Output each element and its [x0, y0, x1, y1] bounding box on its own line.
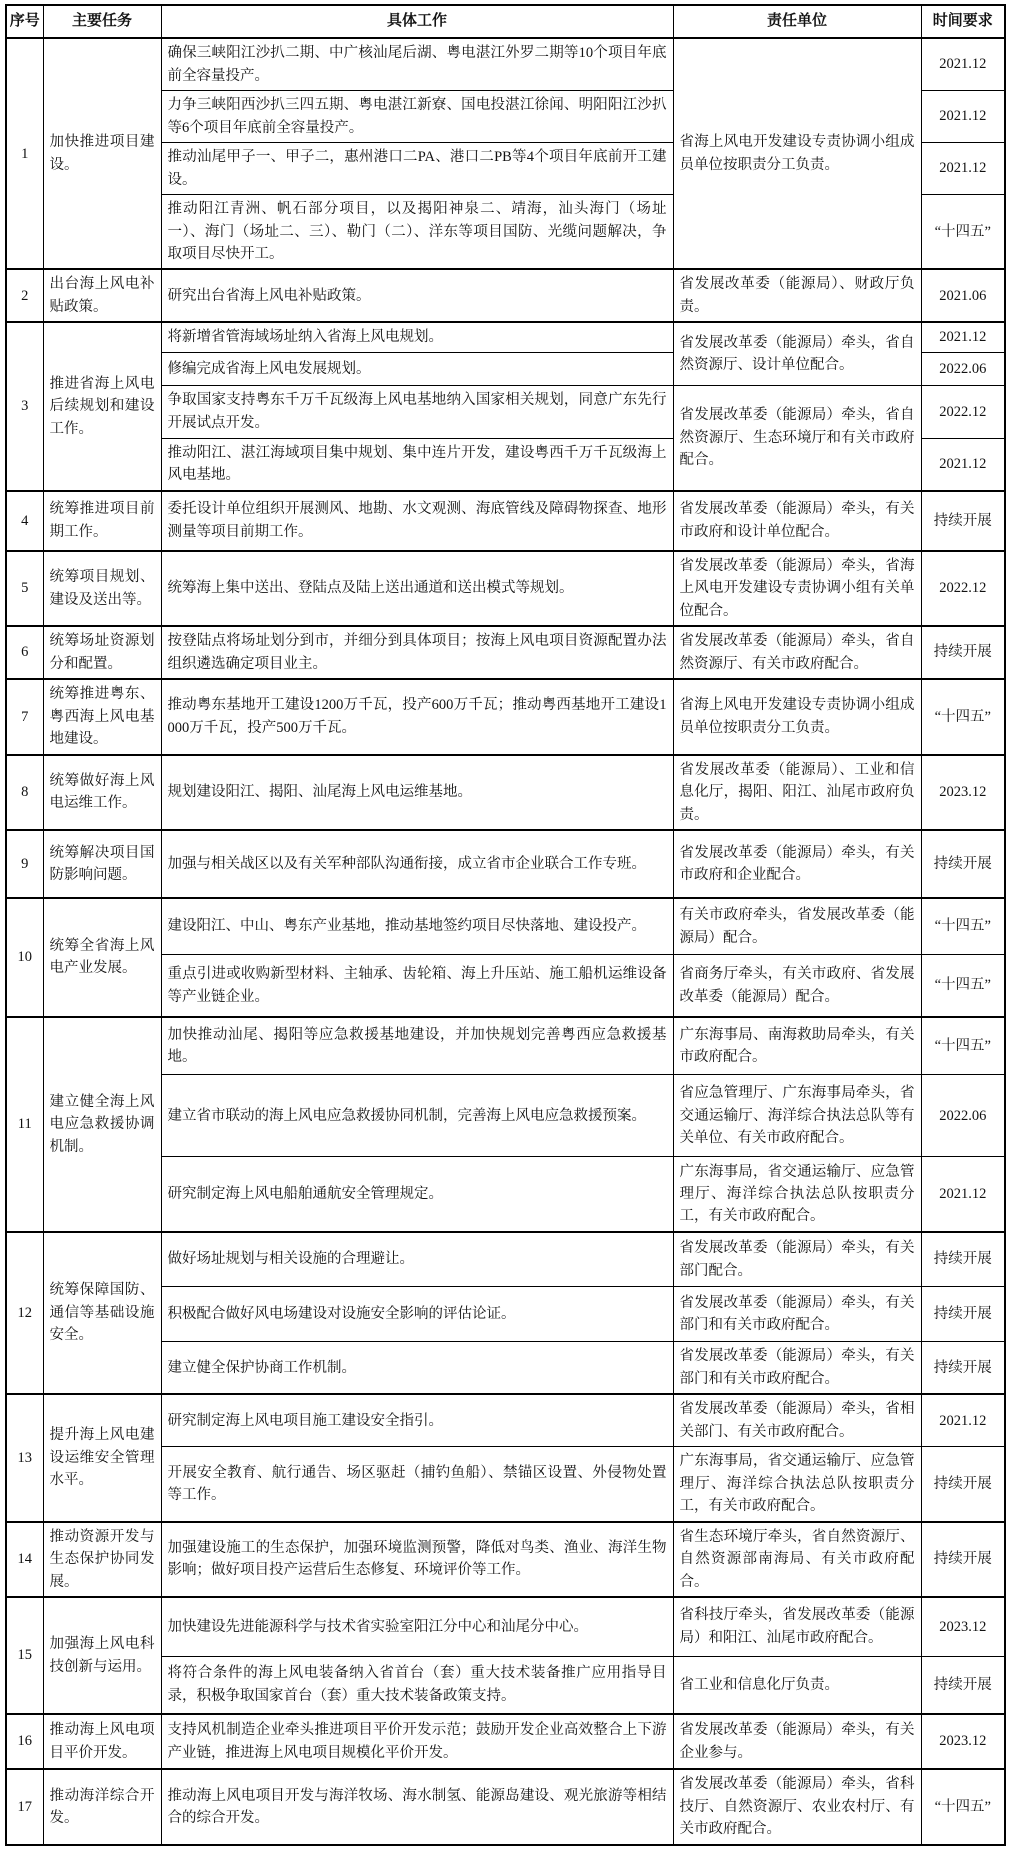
time-cell: 持续开展: [921, 1447, 1005, 1522]
work-cell: 建立健全保护协商工作机制。: [161, 1342, 673, 1394]
work-cell: 加强建设施工的生态保护，加强环境监测预警，降低对鸟类、渔业、海洋生物影响；做好项目投产运营后生态修复、环境评价等工作。: [161, 1522, 673, 1597]
time-cell: “十四五”: [921, 195, 1005, 270]
seq-cell: 6: [6, 626, 43, 679]
col-header-no: 序号: [6, 5, 43, 38]
table-row: [6, 1769, 1005, 1845]
seq-cell: 15: [6, 1597, 43, 1714]
seq-cell: 10: [6, 898, 43, 1017]
time-cell: 2021.06: [921, 269, 1005, 322]
task-cell: 统筹场址资源划分和配置。: [43, 626, 161, 679]
time-cell: 2021.12: [921, 1157, 1005, 1232]
table-row: [6, 1232, 1005, 1287]
work-cell: 将符合条件的海上风电装备纳入省首台（套）重大技术装备推广应用指导目录，积极争取国家首台（套）重大技术装备政策支持。: [161, 1656, 673, 1714]
time-cell: 持续开展: [921, 1287, 1005, 1342]
task-cell: 出台海上风电补贴政策。: [43, 269, 161, 322]
task-cell: 推动资源开发与生态保护协同发展。: [43, 1522, 161, 1597]
time-cell: 2021.12: [921, 91, 1005, 143]
work-cell: 研究出台省海上风电补贴政策。: [161, 269, 673, 322]
time-cell: 2022.12: [921, 551, 1005, 626]
work-cell: 推动海上风电项目开发与海洋牧场、海水制氢、能源岛建设、观光旅游等相结合的综合开发。: [161, 1769, 673, 1845]
time-cell: 持续开展: [921, 830, 1005, 898]
resp-cell: 广东海事局、南海救助局牵头，有关市政府配合。: [673, 1017, 921, 1075]
time-cell: 2022.06: [921, 352, 1005, 385]
work-cell: 推动汕尾甲子一、甲子二，惠州港口二PA、港口二PB等4个项目年底前开工建设。: [161, 143, 673, 195]
col-header-work: 具体工作: [161, 5, 673, 38]
resp-cell: 省发展改革委（能源局）牵头，有关部门和有关市政府配合。: [673, 1342, 921, 1394]
time-cell: 持续开展: [921, 1232, 1005, 1287]
time-cell: 2021.12: [921, 438, 1005, 490]
work-cell: 加快建设先进能源科学与技术省实验室阳江分中心和汕尾分中心。: [161, 1597, 673, 1656]
table-row: [6, 1597, 1005, 1656]
resp-cell: 省发展改革委（能源局）牵头，有关市政府和设计单位配合。: [673, 491, 921, 551]
resp-cell: 省海上风电开发建设专责协调小组成员单位按职责分工负责。: [673, 38, 921, 269]
time-cell: 2022.12: [921, 385, 1005, 438]
seq-cell: 12: [6, 1232, 43, 1394]
time-cell: 持续开展: [921, 626, 1005, 679]
seq-cell: 17: [6, 1769, 43, 1845]
task-cell: 统筹全省海上风电产业发展。: [43, 898, 161, 1017]
task-cell: 推进省海上风电后续规划和建设工作。: [43, 322, 161, 490]
task-cell: 统筹做好海上风电运维工作。: [43, 755, 161, 830]
work-cell: 加强与相关战区以及有关军种部队沟通衔接，成立省市企业联合工作专班。: [161, 830, 673, 898]
work-cell: 推动阳江青洲、帆石部分项目，以及揭阳神泉二、靖海，汕头海门（场址一）、海门（场址二、三）、勒门（二）、洋东等项目国防、光缆问题解决，争取项目尽快开工。: [161, 195, 673, 270]
work-cell: 积极配合做好风电场建设对设施安全影响的评估论证。: [161, 1287, 673, 1342]
time-cell: 2023.12: [921, 1597, 1005, 1656]
table-row: [6, 1714, 1005, 1769]
work-cell: 研究制定海上风电项目施工建设安全指引。: [161, 1394, 673, 1446]
resp-cell: 省发展改革委（能源局）牵头，省自然资源厅、生态环境厅和有关市政府配合。: [673, 385, 921, 490]
seq-cell: 16: [6, 1714, 43, 1769]
work-cell: 按登陆点将场址划分到市，并细分到具体项目；按海上风电项目资源配置办法组织遴选确定项目业主。: [161, 626, 673, 679]
work-cell: 修编完成省海上风电发展规划。: [161, 352, 673, 385]
time-cell: 持续开展: [921, 1342, 1005, 1394]
task-cell: 统筹保障国防、通信等基础设施安全。: [43, 1232, 161, 1394]
work-cell: 将新增省管海域场址纳入省海上风电规划。: [161, 322, 673, 352]
work-cell: 开展安全教育、航行通告、场区驱赶（捕钓鱼船）、禁锚区设置、外侵物处置等工作。: [161, 1447, 673, 1522]
time-cell: 2021.12: [921, 1394, 1005, 1446]
work-cell: 建立省市联动的海上风电应急救援协同机制，完善海上风电应急救援预案。: [161, 1075, 673, 1157]
header-row: [6, 5, 1005, 38]
table-row: [6, 1394, 1005, 1446]
time-cell: “十四五”: [921, 1017, 1005, 1075]
seq-cell: 2: [6, 269, 43, 322]
resp-cell: 省发展改革委（能源局）牵头，省海上风电开发建设专责协调小组有关单位配合。: [673, 551, 921, 626]
table-row: [6, 830, 1005, 898]
table-row: [6, 898, 1005, 955]
task-cell: 统筹推进项目前期工作。: [43, 491, 161, 551]
seq-cell: 14: [6, 1522, 43, 1597]
work-cell: 争取国家支持粤东千万千瓦级海上风电基地纳入国家相关规划，同意广东先行开展试点开发。: [161, 385, 673, 438]
resp-cell: 广东海事局，省交通运输厅、应急管理厅、海洋综合执法总队按职责分工，有关市政府配合。: [673, 1447, 921, 1522]
resp-cell: 省发展改革委（能源局）牵头，有关部门配合。: [673, 1232, 921, 1287]
col-header-resp: 责任单位: [673, 5, 921, 38]
resp-cell: 省发展改革委（能源局）牵头，省自然资源厅、设计单位配合。: [673, 322, 921, 385]
task-assignment-table: [5, 4, 1006, 1846]
resp-cell: 省发展改革委（能源局）牵头，省自然资源厅、有关市政府配合。: [673, 626, 921, 679]
resp-cell: 省发展改革委（能源局）牵头，省相关部门、有关市政府配合。: [673, 1394, 921, 1446]
resp-cell: 省商务厅牵头，有关市政府、省发展改革委（能源局）配合。: [673, 955, 921, 1017]
work-cell: 规划建设阳江、揭阳、汕尾海上风电运维基地。: [161, 755, 673, 830]
task-cell: 加快推进项目建设。: [43, 38, 161, 269]
time-cell: 2022.06: [921, 1075, 1005, 1157]
resp-cell: 省发展改革委（能源局）、工业和信息化厅，揭阳、阳江、汕尾市政府负责。: [673, 755, 921, 830]
task-cell: 统筹推进粤东、粤西海上风电基地建设。: [43, 679, 161, 754]
table-row: [6, 269, 1005, 322]
work-cell: 支持风机制造企业牵头推进项目平价开发示范；鼓励开发企业高效整合上下游产业链，推进海上风电项目规模化平价开发。: [161, 1714, 673, 1769]
work-cell: 建设阳江、中山、粤东产业基地，推动基地签约项目尽快落地、建设投产。: [161, 898, 673, 955]
seq-cell: 9: [6, 830, 43, 898]
col-header-time: 时间要求: [921, 5, 1005, 38]
resp-cell: 省生态环境厅牵头，省自然资源厅、自然资源部南海局、有关市政府配合。: [673, 1522, 921, 1597]
resp-cell: 省工业和信息化厅负责。: [673, 1656, 921, 1714]
resp-cell: 省海上风电开发建设专责协调小组成员单位按职责分工负责。: [673, 679, 921, 754]
task-cell: 提升海上风电建设运维安全管理水平。: [43, 1394, 161, 1521]
work-cell: 确保三峡阳江沙扒二期、中广核汕尾后湖、粤电湛江外罗二期等10个项目年底前全容量投产。: [161, 38, 673, 90]
table-row: [6, 755, 1005, 830]
work-cell: 委托设计单位组织开展测风、地勘、水文观测、海底管线及障碍物探查、地形测量等项目前期工作。: [161, 491, 673, 551]
resp-cell: 省发展改革委（能源局）牵头，有关企业参与。: [673, 1714, 921, 1769]
seq-cell: 3: [6, 322, 43, 490]
work-cell: 研究制定海上风电船舶通航安全管理规定。: [161, 1157, 673, 1232]
table-row: [6, 626, 1005, 679]
seq-cell: 13: [6, 1394, 43, 1521]
table-row: [6, 1522, 1005, 1597]
resp-cell: 有关市政府牵头，省发展改革委（能源局）配合。: [673, 898, 921, 955]
resp-cell: 省发展改革委（能源局）牵头，省科技厅、自然资源厅、农业农村厅、有关市政府配合。: [673, 1769, 921, 1845]
time-cell: “十四五”: [921, 898, 1005, 955]
table-row: [6, 491, 1005, 551]
seq-cell: 4: [6, 491, 43, 551]
time-cell: “十四五”: [921, 955, 1005, 1017]
resp-cell: 省发展改革委（能源局）牵头，有关部门和有关市政府配合。: [673, 1287, 921, 1342]
time-cell: “十四五”: [921, 1769, 1005, 1845]
task-cell: 建立健全海上风电应急救援协调机制。: [43, 1017, 161, 1232]
resp-cell: 省发展改革委（能源局）牵头，有关市政府和企业配合。: [673, 830, 921, 898]
task-cell: 推动海上风电项目平价开发。: [43, 1714, 161, 1769]
table-row: [6, 551, 1005, 626]
work-cell: 加快推动汕尾、揭阳等应急救援基地建设，并加快规划完善粤西应急救援基地。: [161, 1017, 673, 1075]
work-cell: 力争三峡阳西沙扒三四五期、粤电湛江新寮、国电投湛江徐闻、明阳阳江沙扒等6个项目年底前全容量投产。: [161, 91, 673, 143]
time-cell: 2021.12: [921, 38, 1005, 90]
task-cell: 统筹项目规划、建设及送出等。: [43, 551, 161, 626]
seq-cell: 5: [6, 551, 43, 626]
resp-cell: 省发展改革委（能源局）、财政厅负责。: [673, 269, 921, 322]
resp-cell: 广东海事局，省交通运输厅、应急管理厅、海洋综合执法总队按职责分工，有关市政府配合。: [673, 1157, 921, 1232]
task-cell: 加强海上风电科技创新与运用。: [43, 1597, 161, 1714]
col-header-task: 主要任务: [43, 5, 161, 38]
table-row: [6, 1017, 1005, 1075]
table-row: [6, 322, 1005, 352]
seq-cell: 7: [6, 679, 43, 754]
time-cell: 持续开展: [921, 1656, 1005, 1714]
seq-cell: 11: [6, 1017, 43, 1232]
task-cell: 推动海洋综合开发。: [43, 1769, 161, 1845]
work-cell: 做好场址规划与相关设施的合理避让。: [161, 1232, 673, 1287]
table-row: [6, 38, 1005, 90]
resp-cell: 省应急管理厅、广东海事局牵头，省交通运输厅、海洋综合执法总队等有关单位、有关市政府配合。: [673, 1075, 921, 1157]
task-cell: 统筹解决项目国防影响问题。: [43, 830, 161, 898]
work-cell: 重点引进或收购新型材料、主轴承、齿轮箱、海上升压站、施工船机运维设备等产业链企业。: [161, 955, 673, 1017]
time-cell: 持续开展: [921, 1522, 1005, 1597]
time-cell: 2023.12: [921, 755, 1005, 830]
time-cell: “十四五”: [921, 679, 1005, 754]
time-cell: 2021.12: [921, 322, 1005, 352]
time-cell: 2023.12: [921, 1714, 1005, 1769]
work-cell: 推动阳江、湛江海域项目集中规划、集中连片开发，建设粤西千万千瓦级海上风电基地。: [161, 438, 673, 490]
table-row: [6, 679, 1005, 754]
work-cell: 推动粤东基地开工建设1200万千瓦，投产600万千瓦；推动粤西基地开工建设1000万千瓦，投产500万千瓦。: [161, 679, 673, 754]
seq-cell: 1: [6, 38, 43, 269]
time-cell: 持续开展: [921, 491, 1005, 551]
resp-cell: 省科技厅牵头，省发展改革委（能源局）和阳江、汕尾市政府配合。: [673, 1597, 921, 1656]
seq-cell: 8: [6, 755, 43, 830]
time-cell: 2021.12: [921, 143, 1005, 195]
work-cell: 统筹海上集中送出、登陆点及陆上送出通道和送出模式等规划。: [161, 551, 673, 626]
